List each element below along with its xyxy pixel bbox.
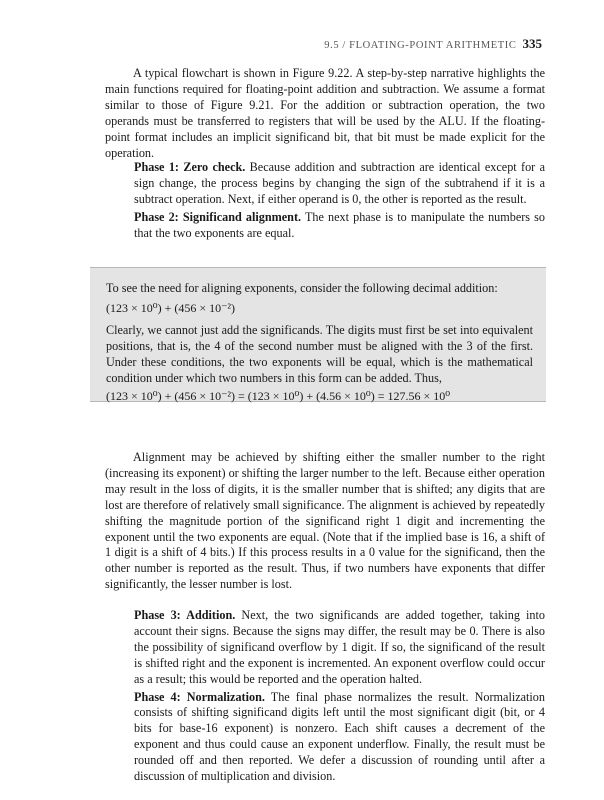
phase-3-title: Phase 3: Addition. [134, 608, 236, 622]
phase-1-title: Phase 1: Zero check. [134, 160, 246, 174]
intro-section [105, 66, 545, 161]
alignment-paragraph: Alignment may be achieved by shifting either the smaller number to the right (increasing its exponent) or shifting the larger number to the left. Because either operation may result in the loss of digits, it is the smaller number that is shifted; any digits that are lost are therefore of relatively small significance. The alignment is achieved by repeatedly shifting the magnitude portion of the significand right 1 digit and incrementing the exponent until the two exponents are equal. (Note that if the implied base is 16, a shift of 1 digit is a shift of 4 bits.) If this process results in a 0 value for the significand, then the other number is reported as the result. Thus, if two numbers have exponents that differ significantly, the lesser number is lost. [105, 450, 545, 592]
phase-2-paragraph [134, 210, 545, 242]
phase-3-text: Next, the two significands are added together, taking into account their signs. Because the signs may differ, the result may be 0. There is also the possibility of significand overflow by 1 digit. If so, the significand of the result is shifted right and the exponent is incremented. An exponent overflow could occur as a result; this would be reported and the operation halted. [134, 608, 545, 686]
running-header [324, 36, 542, 52]
phase-4-title: Phase 4: Normalization. [134, 689, 265, 704]
phase-2-title: Phase 2: Significand alignment. [134, 209, 302, 224]
phase-list-upper [134, 160, 545, 244]
example-box [90, 267, 546, 402]
phase-1-paragraph [134, 160, 545, 208]
example-equation-2: (123 × 10⁰) + (456 × 10⁻²) = (123 × 10⁰) + (4.56 × 10⁰) = 127.56 × 10⁰ [106, 389, 451, 404]
phase-4-text: The final phase normalizes the result. Normalization consists of shifting significand digits left until the most significant digit (bit, or 4 bits for base-16 exponent) is nonzero. Each shift causes a decrement of the exponent and thus could cause an exponent underflow. Finally, the result must be rounded off and then reported. We defer a discussion of rounding until after a discussion of multiplication and division. [134, 689, 545, 784]
example-lead: To see the need for aligning exponents, consider the following decimal addition: [106, 281, 498, 295]
phase-2-text: The next phase is to manipulate the numbers so that the two exponents are equal. [134, 209, 545, 240]
alignment-section [105, 450, 545, 593]
example-box-content [106, 281, 533, 405]
example-equation-1: (123 × 10⁰) + (456 × 10⁻²) [106, 300, 236, 315]
phase-1-text: Because addition and subtraction are identical except for a sign change, the process begins by changing the sign of the subtrahend if it is a subtract operation. Next, if either operand is 0, the other is reported as the result. [134, 160, 545, 206]
running-title: 9.5 / FLOATING-POINT ARITHMETIC [324, 40, 517, 51]
example-explanation: Clearly, we cannot just add the significands. The digits must first be set into equivalent positions, that is, the 4 of the second number must be aligned with the 3 of the first. Under these conditions, the two exponents will be equal, which is the mathematical condition under which two numbers in this form can be added. Thus, [106, 322, 533, 385]
phase-3-paragraph [134, 608, 545, 688]
phase-4-paragraph [134, 690, 545, 785]
intro-paragraph: A typical flowchart is shown in Figure 9.22. A step-by-step narrative highlights the main functions required for floating-point addition and subtraction. We assume a format similar to those of Figure 9.21. For the addition or subtraction operation, the two operands must be transferred to registers that will be used by the ALU. If the floating-point format includes an implicit significand bit, that bit must be made explicit for the operation. [105, 66, 545, 160]
page-number: 335 [522, 36, 542, 51]
phase-list-lower [134, 608, 545, 787]
